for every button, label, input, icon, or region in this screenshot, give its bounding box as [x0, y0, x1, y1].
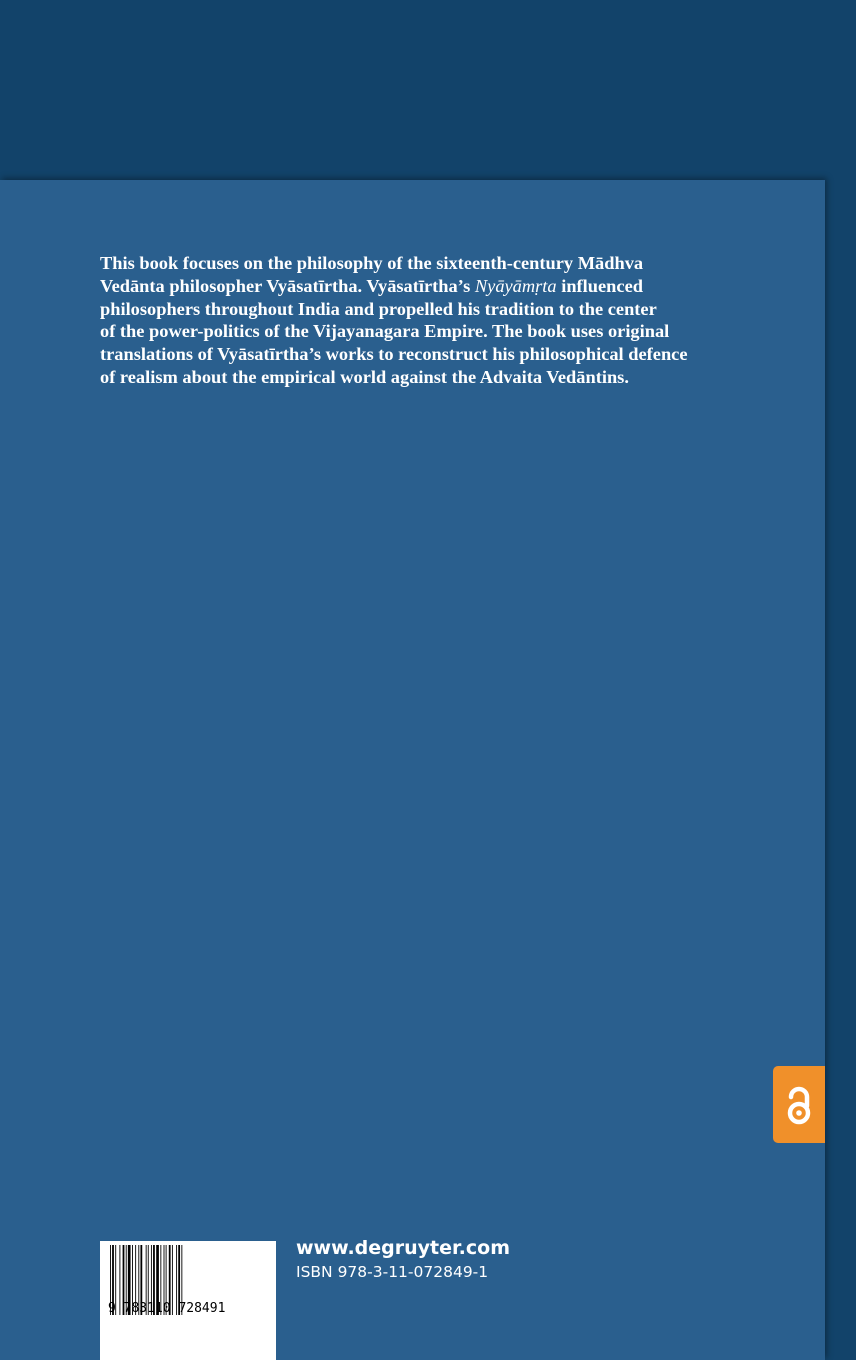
publisher-website: www.degruyter.com — [296, 1237, 510, 1259]
open-access-icon — [784, 1082, 814, 1128]
description-title-italic: Nyāyāmṛta — [474, 275, 557, 296]
open-access-badge — [773, 1066, 825, 1143]
isbn-number: ISBN 978-3-11-072849-1 — [296, 1263, 489, 1281]
isbn-barcode — [100, 1241, 276, 1360]
description-text: This book focuses on the philosophy of the sixteenth-century Mādhva Vedānta philosopher Vyāsatīrtha. Vyāsatīrtha’s — [100, 253, 644, 296]
back-cover — [0, 180, 825, 1360]
description-text-continued: influenced philosophers throughout India and propelled his tradition to the center of the power-politics of the Vijayanagara Empire. The book uses original translations of Vyāsatīrtha’s works to reconstruct his philosophical defence of realism about the empirical world against the Advaita Vedāntins. — [100, 275, 688, 387]
book-description — [100, 252, 800, 389]
barcode-digits: 9 783110 728491 — [108, 1301, 226, 1316]
